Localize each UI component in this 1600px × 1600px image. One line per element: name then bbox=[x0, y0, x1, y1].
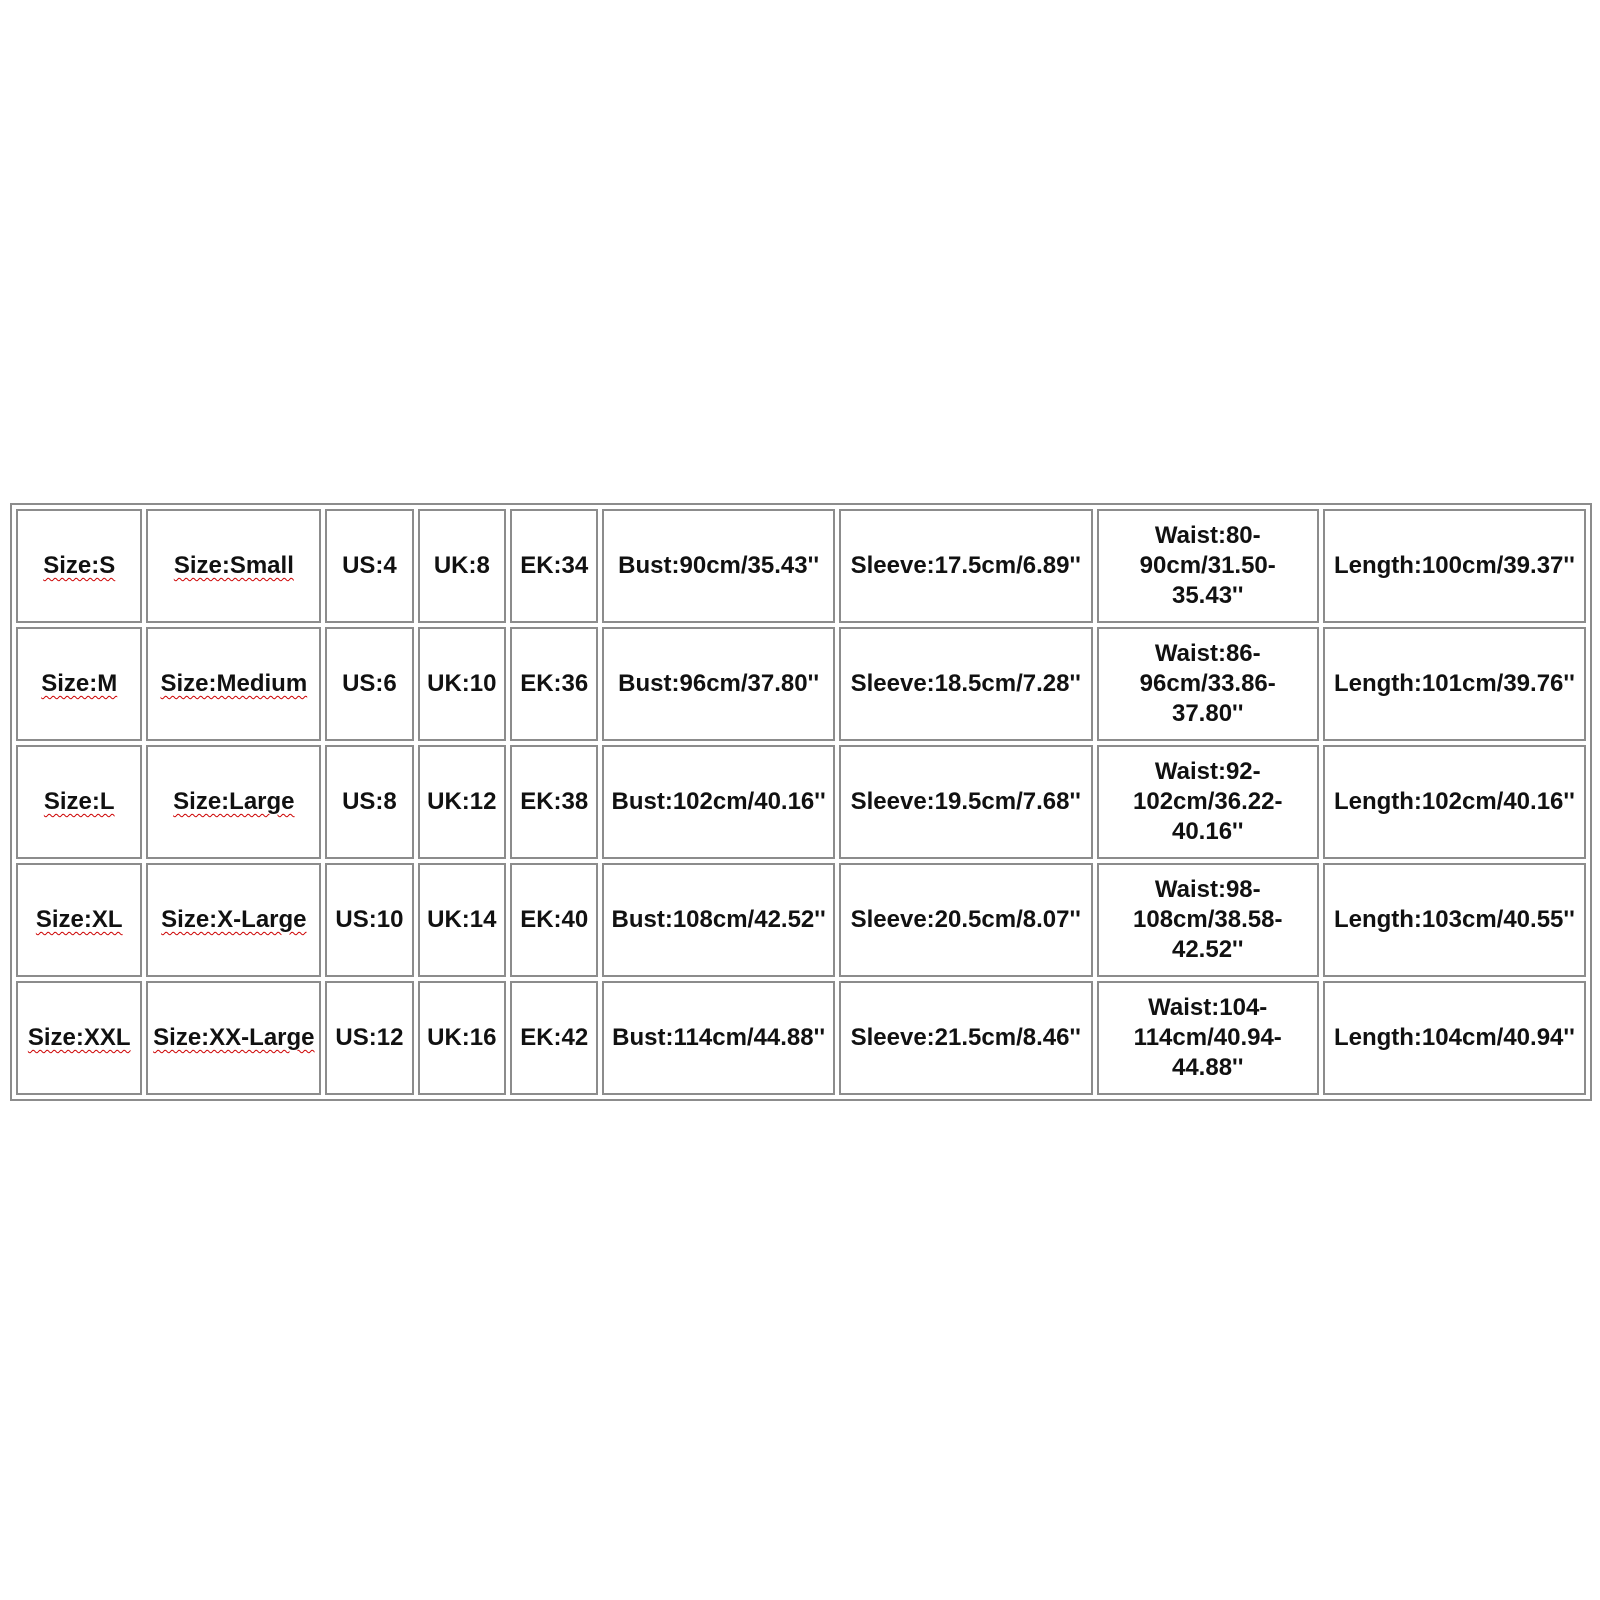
bust-cell: Bust:102cm/40.16'' bbox=[602, 745, 834, 859]
length-cell: Length:102cm/40.16'' bbox=[1323, 745, 1586, 859]
size-code-text: Size:XXL bbox=[27, 1024, 131, 1051]
size-code-cell bbox=[16, 863, 142, 977]
length-cell: Length:100cm/39.37'' bbox=[1323, 509, 1586, 623]
size-name-cell bbox=[146, 509, 321, 623]
us-size-cell: US:6 bbox=[325, 627, 413, 741]
us-size-cell: US:10 bbox=[325, 863, 413, 977]
size-code-cell bbox=[16, 745, 142, 859]
waist-cell bbox=[1097, 745, 1319, 859]
size-name-cell bbox=[146, 627, 321, 741]
size-code-cell bbox=[16, 981, 142, 1095]
waist-line-1: Waist:98- bbox=[1154, 876, 1261, 903]
waist-cell bbox=[1097, 981, 1319, 1095]
waist-cell bbox=[1097, 627, 1319, 741]
size-chart-table bbox=[10, 503, 1592, 1101]
size-code-cell bbox=[16, 509, 142, 623]
waist-line-2: 108cm/38.58- bbox=[1133, 906, 1283, 933]
length-cell: Length:103cm/40.55'' bbox=[1323, 863, 1586, 977]
ek-size-cell: EK:36 bbox=[510, 627, 598, 741]
length-cell: Length:101cm/39.76'' bbox=[1323, 627, 1586, 741]
ek-size-cell: EK:40 bbox=[510, 863, 598, 977]
size-name-text: Size:XX-Large bbox=[153, 1024, 315, 1051]
waist-line-3: 44.88'' bbox=[1171, 1054, 1244, 1081]
bust-cell: Bust:114cm/44.88'' bbox=[602, 981, 834, 1095]
waist-line-1: Waist:104- bbox=[1148, 994, 1268, 1021]
size-code-text: Size:S bbox=[43, 552, 116, 579]
size-name-text: Size:X-Large bbox=[161, 906, 307, 933]
size-name-text: Size:Small bbox=[173, 552, 294, 579]
sleeve-cell: Sleeve:17.5cm/6.89'' bbox=[839, 509, 1093, 623]
size-name-cell bbox=[146, 745, 321, 859]
uk-size-cell: UK:16 bbox=[418, 981, 506, 1095]
size-name-cell bbox=[146, 981, 321, 1095]
us-size-cell: US:12 bbox=[325, 981, 413, 1095]
waist-line-3: 40.16'' bbox=[1171, 818, 1244, 845]
table-row bbox=[16, 745, 1586, 859]
uk-size-cell: UK:10 bbox=[418, 627, 506, 741]
table-row bbox=[16, 509, 1586, 623]
waist-line-1: Waist:92- bbox=[1154, 758, 1261, 785]
bust-cell: Bust:90cm/35.43'' bbox=[602, 509, 834, 623]
size-chart-grid bbox=[12, 505, 1590, 1099]
waist-line-3: 35.43'' bbox=[1171, 582, 1244, 609]
sleeve-cell: Sleeve:21.5cm/8.46'' bbox=[839, 981, 1093, 1095]
table-row bbox=[16, 863, 1586, 977]
bust-cell: Bust:96cm/37.80'' bbox=[602, 627, 834, 741]
size-code-cell bbox=[16, 627, 142, 741]
uk-size-cell: UK:14 bbox=[418, 863, 506, 977]
uk-size-cell: UK:8 bbox=[418, 509, 506, 623]
size-code-text: Size:L bbox=[43, 788, 115, 815]
sleeve-cell: Sleeve:18.5cm/7.28'' bbox=[839, 627, 1093, 741]
table-row bbox=[16, 981, 1586, 1095]
size-name-cell bbox=[146, 863, 321, 977]
ek-size-cell: EK:38 bbox=[510, 745, 598, 859]
waist-line-3: 37.80'' bbox=[1171, 700, 1244, 727]
size-code-text: Size:M bbox=[41, 670, 118, 697]
length-cell: Length:104cm/40.94'' bbox=[1323, 981, 1586, 1095]
waist-line-2: 114cm/40.94- bbox=[1133, 1024, 1282, 1051]
size-name-text: Size:Large bbox=[173, 788, 295, 815]
ek-size-cell: EK:42 bbox=[510, 981, 598, 1095]
size-name-text: Size:Medium bbox=[160, 670, 308, 697]
waist-line-1: Waist:86- bbox=[1154, 640, 1261, 667]
waist-line-2: 96cm/33.86- bbox=[1139, 670, 1276, 697]
waist-line-2: 90cm/31.50- bbox=[1139, 552, 1276, 579]
uk-size-cell: UK:12 bbox=[418, 745, 506, 859]
waist-cell bbox=[1097, 509, 1319, 623]
ek-size-cell: EK:34 bbox=[510, 509, 598, 623]
waist-cell bbox=[1097, 863, 1319, 977]
waist-line-3: 42.52'' bbox=[1171, 936, 1244, 963]
us-size-cell: US:8 bbox=[325, 745, 413, 859]
waist-line-2: 102cm/36.22- bbox=[1133, 788, 1283, 815]
sleeve-cell: Sleeve:20.5cm/8.07'' bbox=[839, 863, 1093, 977]
waist-line-1: Waist:80- bbox=[1154, 522, 1261, 549]
sleeve-cell: Sleeve:19.5cm/7.68'' bbox=[839, 745, 1093, 859]
bust-cell: Bust:108cm/42.52'' bbox=[602, 863, 834, 977]
table-row bbox=[16, 627, 1586, 741]
size-code-text: Size:XL bbox=[35, 906, 123, 933]
us-size-cell: US:4 bbox=[325, 509, 413, 623]
